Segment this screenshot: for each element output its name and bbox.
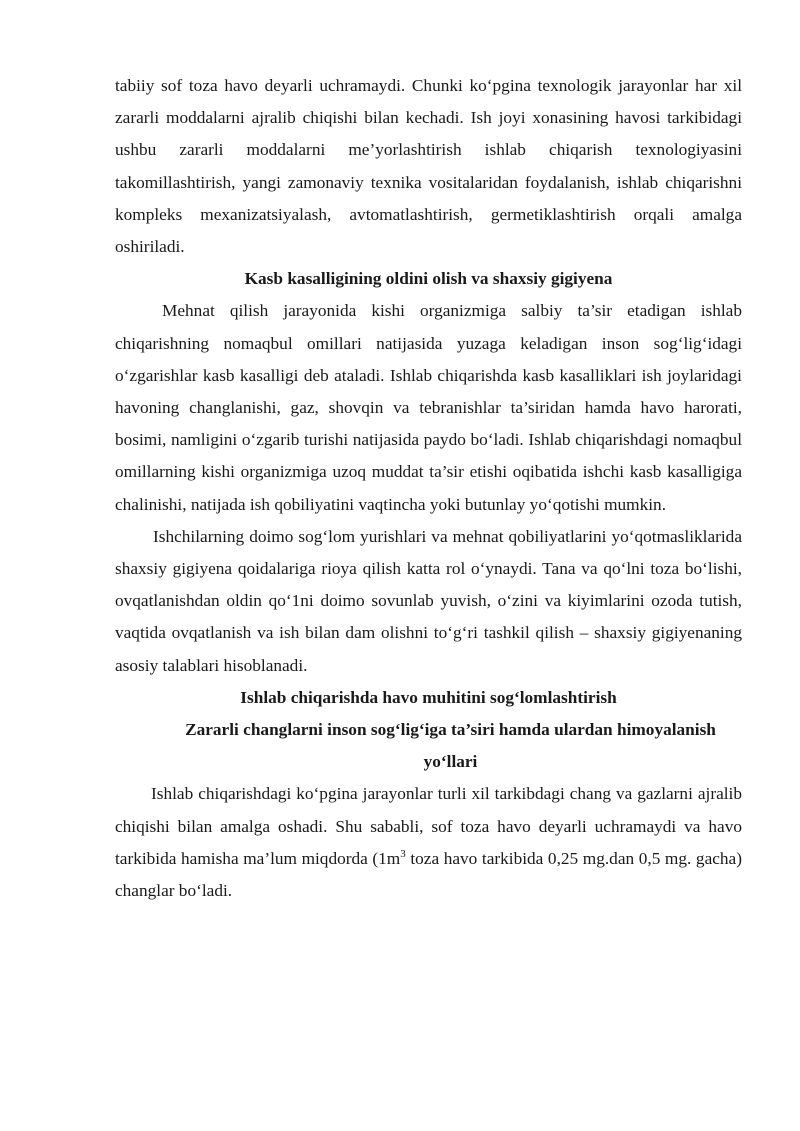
body-paragraph	[115, 778, 742, 907]
section-heading: Ishlab chiqarishda havo muhitini sogʻlomlashtirish	[240, 687, 617, 707]
body-paragraph: Ishchilarning doimo sogʻlom yurishlari va mehnat qobiliyatlarini yoʻqotmasliklarida shaxsiy gigiyena qoidalariga rioya qilish katta rol oʻynaydi. Tana va qoʻlni toza boʻlishi, ovqatlanishdan oldin qoʻ1ni doimo sovunlab yuvish, oʻzini va kiyimlarini ozoda tutish, vaqtida ovqatlanish va ish bilan dam olishni toʻgʻri tashkil qilish – shaxsiy gigiyenaning asosiy talablari hisoblanadi.	[115, 526, 742, 675]
section-heading: Kasb kasalligining oldini olish va shaxsiy gigiyena	[244, 269, 613, 289]
superscript: 3	[400, 848, 406, 861]
body-paragraph: tabiiy sof toza havo deyarli uchramaydi. Chunki koʻpgina texnologik jarayonlar har xil zararli moddalarni ajralib chiqishi bilan kechadi. Ish joyi xonasining havosi tarkibidagi ushbu zararli moddalarni me’yorlashtirish ishlab chiqarish texnologiyasini takomillashtirish, yangi zamonaviy texnika vositalaridan foydalanish, ishlab chiqarishni kompleks mexanizatsiyalash, avtomatlashtirish, germetiklashtirish orqali amalga oshiriladi.	[115, 76, 742, 257]
body-paragraph: Mehnat qilish jarayonida kishi organizmiga salbiy ta’sir etadigan ishlab chiqarishning nomaqbul omillari natijasida yuzaga keladigan inson sogʻligʻidagi oʻzgarishlar kasb kasalligi deb ataladi. Ishlab chiqarishda kasb kasalliklari ish joylaridagi havoning changlanishi, gaz, shovqin va tebranishlar ta’siridan hamda havo harorati, bosimi, namligini oʻzgarib turishi natijasida paydo boʻladi. Ishlab chiqarishdagi nomaqbul omillarning kishi organizmiga uzoq muddat ta’sir etishi oqibatida ishchi kasb kasalligiga chalinishi, natijada ish qobiliyatini vaqtincha yoki butunlay yoʻqotishi mumkin.	[115, 301, 742, 514]
paragraph-text: Ishlab chiqarishdagi koʻpgina jarayonlar turli xil tarkibdagi chang va gazlarni ajralib chiqishi bilan amalga oshadi. Shu sababli, sof toza havo deyarli uchramaydi va havo tarkibida hamisha ma’lum miqdorda (1m	[115, 784, 742, 868]
subsection-heading: Zararli changlarni inson sogʻligʻiga ta’siri hamda ulardan himoyalanish yoʻllari	[185, 720, 716, 772]
paragraph-text: toza havo tarkibida 0,25 mg.dan 0,5 mg. gacha) changlar boʻladi.	[115, 848, 742, 901]
document-page	[115, 70, 742, 907]
